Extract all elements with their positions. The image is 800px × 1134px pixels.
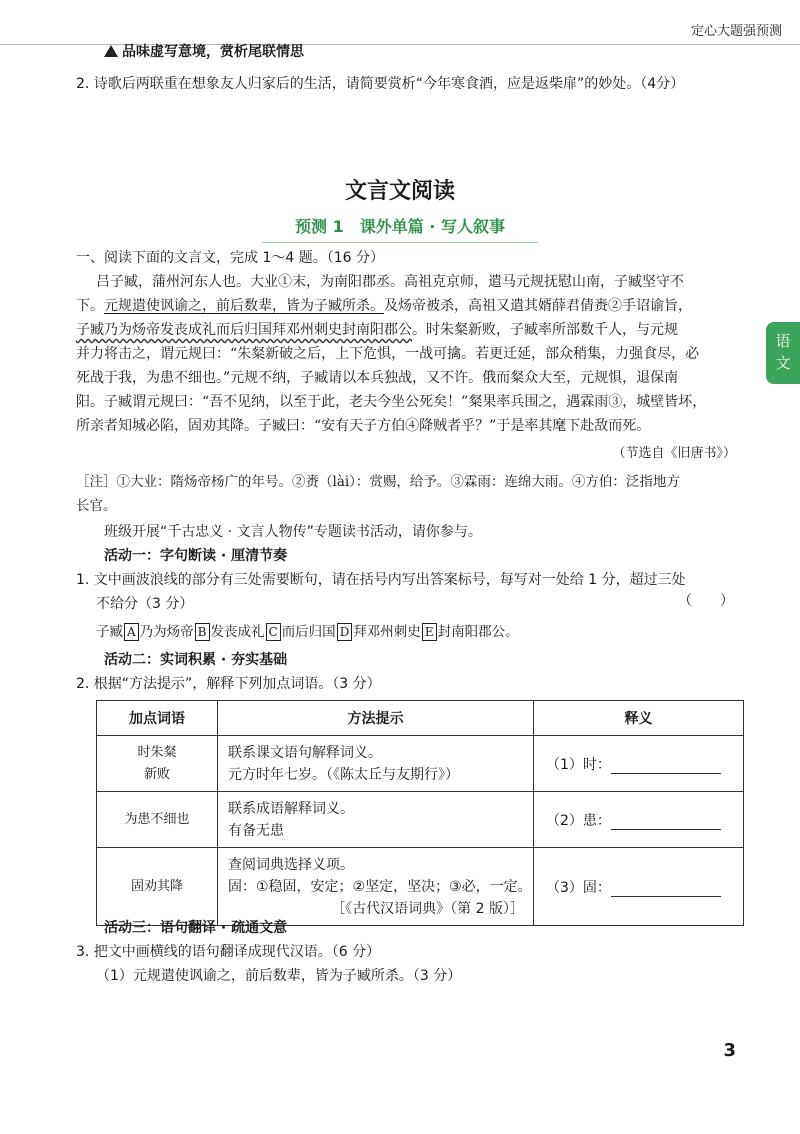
- passage-source: （节选自《旧唐书》）: [612, 446, 736, 461]
- row-3-answer-label: （3）固：: [546, 879, 611, 896]
- top-heading: [104, 40, 304, 64]
- row-1-answer[interactable]: [534, 736, 744, 792]
- answer-blank-3[interactable]: [611, 882, 721, 897]
- row-1-answer-label: （1）时：: [546, 756, 611, 773]
- underlined-sentence: 元规遣使讽谕之，前后数辈，皆为子臧所杀。: [104, 298, 384, 314]
- subject-tab[interactable]: [766, 322, 800, 384]
- passage-l2a: 下。: [76, 298, 104, 314]
- method-table: [96, 700, 744, 926]
- row-2-hint-a: 联系成语解释词义。: [228, 800, 354, 817]
- passage-line-7: 所亲者知城必陷，固劝其降。子臧曰：“安有天子方伯④降贼者乎？”于是率其麾下赴敌而死。: [76, 418, 651, 434]
- subtitle-divider: [262, 242, 538, 243]
- header-title: 定心大题强预测: [690, 24, 782, 39]
- header-hint: 方法提示: [218, 701, 534, 736]
- row-1-word-b: 新败: [143, 766, 170, 782]
- mark-e: E: [422, 623, 437, 641]
- row-3-word: [97, 848, 218, 926]
- mark-a: A: [124, 623, 139, 641]
- question-1-line-1: 1. 文中画波浪线的部分有三处需要断句，请在括号内写出答案标号，每写对一处给 1 分，超过三处: [76, 572, 686, 588]
- page-number: 3: [723, 1040, 736, 1061]
- header-meaning: 释义: [534, 701, 744, 736]
- seg-0: 子臧: [96, 624, 123, 640]
- row-1-hint: [218, 736, 534, 792]
- table-header-row: [97, 701, 744, 736]
- row-2-answer[interactable]: [534, 792, 744, 848]
- passage-line-3: [76, 318, 678, 342]
- part1-instruction: 一、阅读下面的文言文，完成 1～4 题。（16 分）: [76, 250, 384, 266]
- row-2-word: [97, 792, 218, 848]
- passage-line-1: 吕子臧，蒲州河东人也。大业①末，为南阳郡丞。高祖克京师，遣马元规抚慰山南，子臧坚守不: [96, 274, 684, 290]
- seg-2: 发丧成礼: [210, 624, 265, 640]
- wavy-sentence: 子臧乃为炀帝发丧成礼而后归国拜邓州刺史封南阳郡公: [76, 322, 412, 338]
- passage-l3b: 。时朱粲新败，子臧率所部数千人，与元规: [412, 322, 678, 338]
- header-word: 加点词语: [97, 701, 218, 736]
- row-2-answer-label: （2）患：: [546, 812, 611, 829]
- notes-line-1: ［注］①大业：隋炀帝杨广的年号。②赉（lài）：赏赐，给予。③霖雨：连绵大雨。④方伯：泛指地方: [76, 474, 680, 490]
- mark-c: C: [266, 623, 281, 641]
- seg-1: 乃为炀帝: [139, 624, 194, 640]
- answer-parentheses[interactable]: （ ）: [678, 593, 734, 609]
- table-row: [97, 736, 744, 792]
- mark-b: B: [195, 623, 210, 641]
- question-3: 3. 把文中画横线的语句翻译成现代汉语。（6 分）: [76, 944, 381, 960]
- activity-2-title: 活动二：实词积累 · 夯实基础: [104, 652, 288, 668]
- question-3-1: （1）元规遣使讽谕之，前后数辈，皆为子臧所杀。（3 分）: [96, 968, 462, 984]
- mark-d: D: [337, 623, 353, 641]
- row-2-word-a: 为患不细也: [124, 811, 190, 827]
- table-row: [97, 792, 744, 848]
- passage-line-2: [76, 294, 692, 318]
- triangle-icon: [104, 45, 118, 57]
- section-title: 文言文阅读: [344, 179, 455, 204]
- top-heading-text: 品味虚写意境，赏析尾联情思: [122, 44, 304, 60]
- question-2: 2. 根据“方法提示”，解释下列加点词语。（3 分）: [76, 676, 381, 692]
- passage-line-4: 并力将击之，谓元规曰：“朱粲新破之后，上下危惧，一战可擒。若更迁延，部众稍集，力强食尽，必: [76, 346, 700, 362]
- row-3-word-a: 固劝其降: [130, 878, 183, 894]
- answer-blank-1[interactable]: [611, 759, 721, 774]
- question-2-top: 2. 诗歌后两联重在想象友人归家后的生活，请简要赏析“今年寒食酒，应是返柴扉”的妙处。（4分）: [76, 76, 685, 92]
- row-3-hint: [218, 848, 534, 926]
- row-2-hint: [218, 792, 534, 848]
- subject-tab-char-1: 语: [775, 332, 791, 350]
- row-1-hint-a: 联系课文语句解释词义。: [228, 744, 382, 761]
- notes-line-2: 长官。: [76, 498, 117, 514]
- seg-5: 封南阳郡公。: [437, 624, 519, 640]
- passage-line-6: 阳。子臧谓元规曰：“吾不见纳，以至于此，老夫今坐公死矣！”粲果率兵围之，遇霖雨③，城壁皆坏，: [76, 394, 707, 410]
- question-1-line-2: 不给分（3 分）: [96, 596, 194, 612]
- row-3-hint-a: 查阅词典选择义项。: [228, 856, 354, 873]
- passage-line-5: 死战于我，为患不细也。”元规不纳，子臧请以本兵独战，又不许。俄而粲众大至，元规惧，退保南: [76, 370, 679, 386]
- activity-3-title: 活动三：语句翻译 · 疏通文意: [104, 920, 288, 936]
- row-1-word-a: 时朱粲: [137, 744, 177, 760]
- row-1-word: [97, 736, 218, 792]
- row-2-hint-b: 有备无患: [228, 822, 284, 839]
- activity-1-title: 活动一：字句断读 · 厘清节奏: [104, 548, 288, 564]
- seg-3: 而后归国: [281, 624, 336, 640]
- activity-intro: 班级开展“千古忠义 · 文言人物传”专题读书活动，请你参与。: [104, 524, 482, 540]
- seg-4: 拜邓州刺史: [353, 624, 421, 640]
- row-3-dictionary-ref: ［《古代汉语词典》（第 2 版）］: [331, 900, 524, 917]
- table-row: [97, 848, 744, 926]
- passage-l2c: 及炀帝被杀，高祖又遣其婿薛君倩赉②手诏谕旨，: [384, 298, 692, 314]
- row-1-hint-b: 元方时年七岁。（《陈太丘与友期行》）: [228, 766, 459, 783]
- segmentation-line: [96, 620, 519, 644]
- subject-tab-char-2: 文: [775, 354, 791, 372]
- answer-blank-2[interactable]: [611, 815, 721, 830]
- section-subtitle: 预测 1 课外单篇 · 写人叙事: [295, 217, 505, 236]
- row-3-answer[interactable]: [534, 848, 744, 926]
- row-3-hint-b: 固：①稳固，安定；②坚定，坚决；③必，一定。: [228, 878, 532, 895]
